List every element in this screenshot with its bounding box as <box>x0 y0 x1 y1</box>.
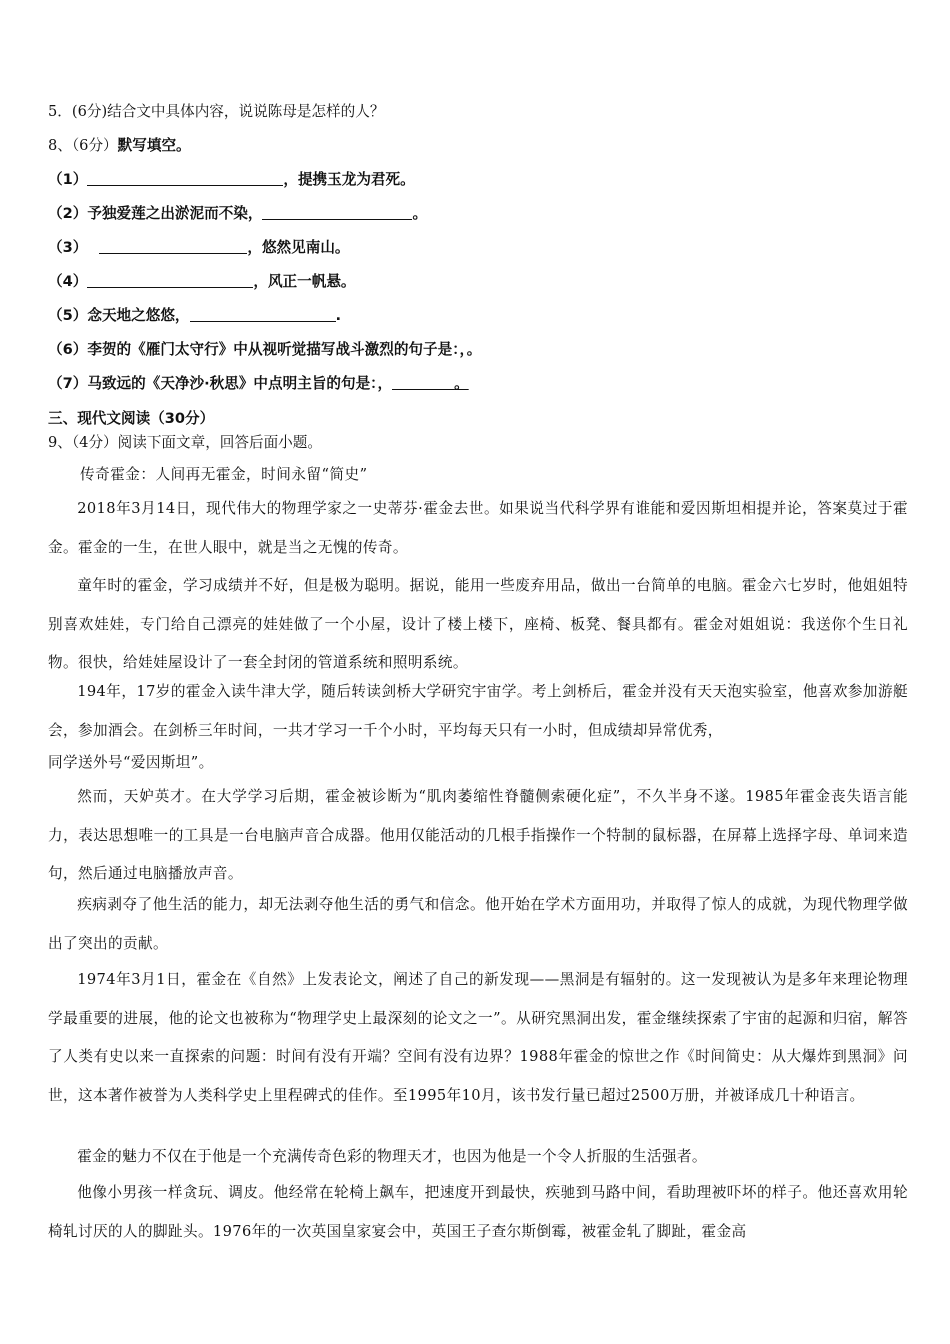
article-paragraph-7: 霍金的魅力不仅在于他是一个充满传奇色彩的物理天才，也因为他是一个令人折服的生活强者。 <box>77 1148 707 1165</box>
question-8-prefix: 8、（6分） <box>48 137 118 154</box>
article-paragraph-2: 童年时的霍金，学习成绩并不好，但是极为聪明。据说，能用一些废弃用品，做出一台简单的电脑。霍金六七岁时，他姐姐特别喜欢娃娃，专门给自己漂亮的娃娃做了一个小屋，设计了楼上楼下，座椅、板凳、餐具都有。霍金对姐姐说：我送你个生日礼物。很快，给娃娃屋设计了一套全封闭的管道系统和照明系统。 <box>48 577 908 671</box>
item-text: 念天地之悠悠， <box>87 307 190 324</box>
item-text: ，悠然见南山。 <box>247 239 350 256</box>
answer-blank <box>99 238 247 254</box>
article-paragraph-3-end: 同学送外号“爱因斯坦”。 <box>48 754 214 771</box>
answer-blank <box>87 170 283 186</box>
item-text: 。 <box>412 205 428 222</box>
item-text: ，提携玉龙为君死。 <box>283 171 415 188</box>
fill-item-5 <box>48 305 341 327</box>
answer-blank <box>190 306 336 322</box>
article-paragraph-4: 然而，天妒英才。在大学学习后期，霍金被诊断为“肌肉萎缩性脊髓侧索硬化症”，不久半身不遂。1985年霍金丧失语言能力，表达思想唯一的工具是一台电脑声音合成器。他用仅能活动的几根手指操作一个特制的鼠标器，在屏幕上选择字母、单词来造句，然后通过电脑播放声音。 <box>48 788 908 882</box>
article-paragraph-1: 2018年3月14日，现代伟大的物理学家之一史蒂芬·霍金去世。如果说当代科学界有谁能和爱因斯坦相提并论，答案莫过于霍金。霍金的一生，在世人眼中，就是当之无愧的传奇。 <box>48 500 908 556</box>
article-paragraph-8: 他像小男孩一样贪玩、调皮。他经常在轮椅上飙车，把速度开到最快，疾驰到马路中间，看助理被吓坏的样子。他还喜欢用轮椅轧讨厌的人的脚趾头。1976年的一次英国皇家宴会中，英国王子查尔斯倒霉，被霍金轧了脚趾，霍金高 <box>48 1184 908 1240</box>
fill-item-2 <box>48 203 427 225</box>
item-text: 马致远的《天净沙·秋思》中点明主旨的句是：， <box>87 375 393 392</box>
item-number: （6） <box>48 341 88 358</box>
item-text: ，风正一帆悬。 <box>253 273 356 290</box>
fill-item-7 <box>48 373 469 395</box>
item-number: （5） <box>48 307 88 324</box>
item-number: （1） <box>48 171 88 188</box>
item-text: 予独爱莲之出淤泥而不染， <box>87 205 263 222</box>
fill-item-4 <box>48 271 356 293</box>
section-3-heading: 三、现代文阅读（30分） <box>48 410 215 427</box>
item-text: 。 <box>454 375 469 392</box>
fill-item-6 <box>48 339 481 361</box>
answer-blank <box>87 272 253 288</box>
item-number: （7） <box>48 375 88 392</box>
item-number: （2） <box>48 205 88 222</box>
article-paragraph-5: 疾病剥夺了他生活的能力，却无法剥夺他生活的勇气和信念。他开始在学术方面用功，并取得了惊人的成就，为现代物理学做出了突出的贡献。 <box>48 896 908 952</box>
article-title: 传奇霍金：人间再无霍金，时间永留“简史” <box>80 466 368 483</box>
answer-blank <box>392 374 454 390</box>
question-8-header <box>48 135 191 157</box>
question-8-title: 默写填空。 <box>117 137 191 154</box>
question-5: 5．(6分)结合文中具体内容，说说陈母是怎样的人？ <box>48 103 385 120</box>
article-paragraph-3: 194年，17岁的霍金入读牛津大学，随后转读剑桥大学研究宇宙学。考上剑桥后，霍金并没有天天泡实验室，他喜欢参加游艇会，参加酒会。在剑桥三年时间，一共才学习一千个小时，平均每天只有一小时，但成绩却异常优秀， <box>48 683 908 739</box>
item-text: . <box>335 307 342 324</box>
article-paragraph-6: 1974年3月1日，霍金在《自然》上发表论文，阐述了自己的新发现——黑洞是有辐射的。这一发现被认为是多年来理论物理学最重要的进展，他的论文也被称为“物理学史上最深刻的论文之一”。从研究黑洞出发，霍金继续探索了宇宙的起源和归宿，解答了人类有史以来一直探索的问题：时间有没有开端？空间有没有边界？1988年霍金的惊世之作《时间简史：从大爆炸到黑洞》问世，这本著作被誉为人类科学史上里程碑式的佳作。至1995年10月，该书发行量已超过2500万册，并被译成几十种语言。 <box>48 971 908 1104</box>
item-text: 李贺的《雁门太守行》中从视听觉描写战斗激烈的句子是：，。 <box>87 341 482 358</box>
question-9: 9、（4分）阅读下面文章，回答后面小题。 <box>48 434 322 451</box>
fill-item-3 <box>48 237 350 259</box>
item-number: （4） <box>48 273 88 290</box>
fill-item-1 <box>48 169 415 191</box>
answer-blank <box>262 204 412 220</box>
item-number: （3） <box>48 239 88 256</box>
